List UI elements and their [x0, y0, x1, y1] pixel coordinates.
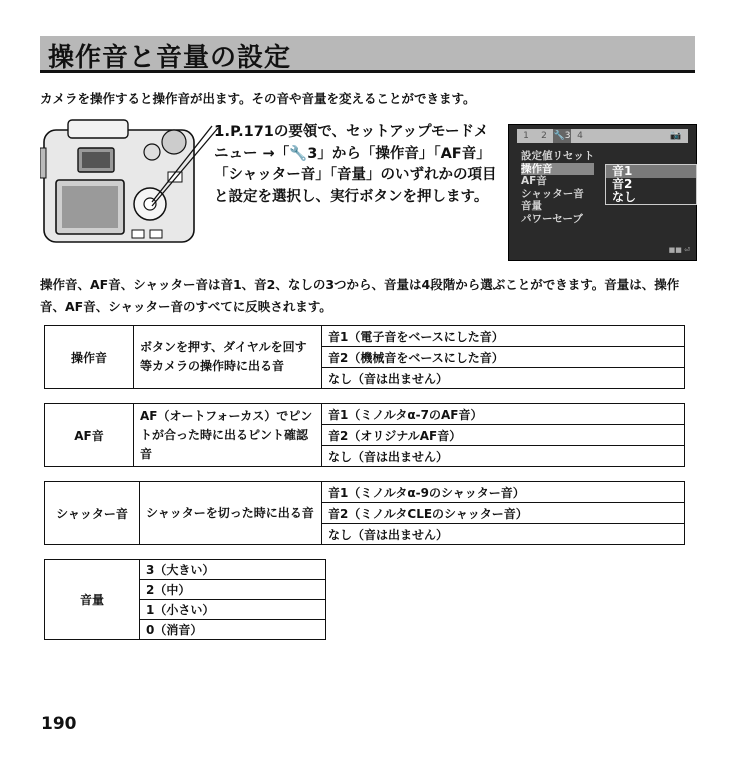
body-text: 操作音、AF音、シャッター音は音1、音2、なしの3つから、音量は4段階から選ぶことができます。音量は、操作音、AF音、シャッター音のすべてに反映されます。 [40, 277, 680, 314]
lcd-tab: 4 [577, 131, 583, 141]
table-description: シャッターを切った時に出る音 [140, 482, 322, 545]
camera-back-illustration [40, 112, 225, 252]
step-text: P.171の要領で、セットアップモードメニュー →「🔧3」から「操作音」「AF音」「シャッター音」「音量」のいずれかの項目と設定を選択し、実行ボタンを押します。 [214, 124, 497, 205]
af-sound-table [44, 403, 685, 467]
table-option: 音1（ミノルタα-7のAF音） [322, 404, 685, 425]
table-option: なし（音は出ません） [322, 368, 685, 389]
table-option: 音1（電子音をベースにした音） [322, 326, 685, 347]
table-category: シャッター音 [45, 482, 140, 545]
lcd-menu-item: シャッター音 [521, 187, 584, 200]
lcd-tab-bar [517, 129, 688, 143]
lcd-tab-active: 🔧3 [553, 131, 571, 141]
lcd-submenu [605, 164, 697, 205]
enter-icon: ■■ ⏎ [668, 246, 690, 254]
table-option: 2（中） [140, 580, 326, 600]
table-description: ボタンを押す、ダイヤルを回す等カメラの操作時に出る音 [134, 326, 322, 389]
lcd-menu-item-selected: 操作音 [521, 163, 594, 176]
title-bar [40, 36, 695, 73]
lcd-submenu-item: 音2 [612, 177, 633, 191]
page-number: 190 [41, 714, 77, 734]
table-category: AF音 [45, 404, 134, 467]
table-option: 音2（機械音をベースにした音） [322, 347, 685, 368]
table-option: なし（音は出ません） [322, 524, 685, 545]
lcd-tab: 2 [541, 131, 547, 141]
table-option: 音2（オリジナルAF音） [322, 425, 685, 446]
lcd-submenu-item-selected: 音1 [606, 165, 696, 178]
lcd-submenu-item: なし [612, 190, 637, 204]
table-option: 3（大きい） [140, 560, 326, 580]
shutter-sound-table [44, 481, 685, 545]
lcd-menu-item: 設定値リセット [521, 150, 595, 162]
table-option: なし（音は出ません） [322, 446, 685, 467]
table-description: AF（オートフォーカス）でピントが合った時に出るピント確認音 [134, 404, 322, 467]
operation-sound-table [44, 325, 685, 389]
table-category: 操作音 [45, 326, 134, 389]
lcd-tab: 1 [523, 131, 529, 141]
lcd-menu-list [521, 150, 594, 225]
step-instruction [214, 121, 499, 208]
volume-table [44, 559, 326, 640]
table-option: 音1（ミノルタα-9のシャッター音） [322, 482, 685, 503]
intro-text: カメラを操作すると操作音が出ます。その音や音量を変えることができます。 [40, 91, 476, 106]
table-option: 音2（ミノルタCLEのシャッター音） [322, 503, 685, 524]
lcd-menu-item: 音量 [521, 200, 542, 212]
table-option: 1（小さい） [140, 600, 326, 620]
table-category: 音量 [45, 560, 140, 640]
lcd-menu-item: パワーセーブ [521, 212, 583, 225]
page-title: 操作音と音量の設定 [48, 43, 292, 73]
lcd-menu-item: AF音 [521, 175, 547, 187]
camera-icon: 📷 [670, 131, 682, 141]
table-option: 0（消音） [140, 620, 326, 640]
lcd-menu-screen [508, 124, 697, 261]
step-number: 1. [214, 122, 231, 140]
